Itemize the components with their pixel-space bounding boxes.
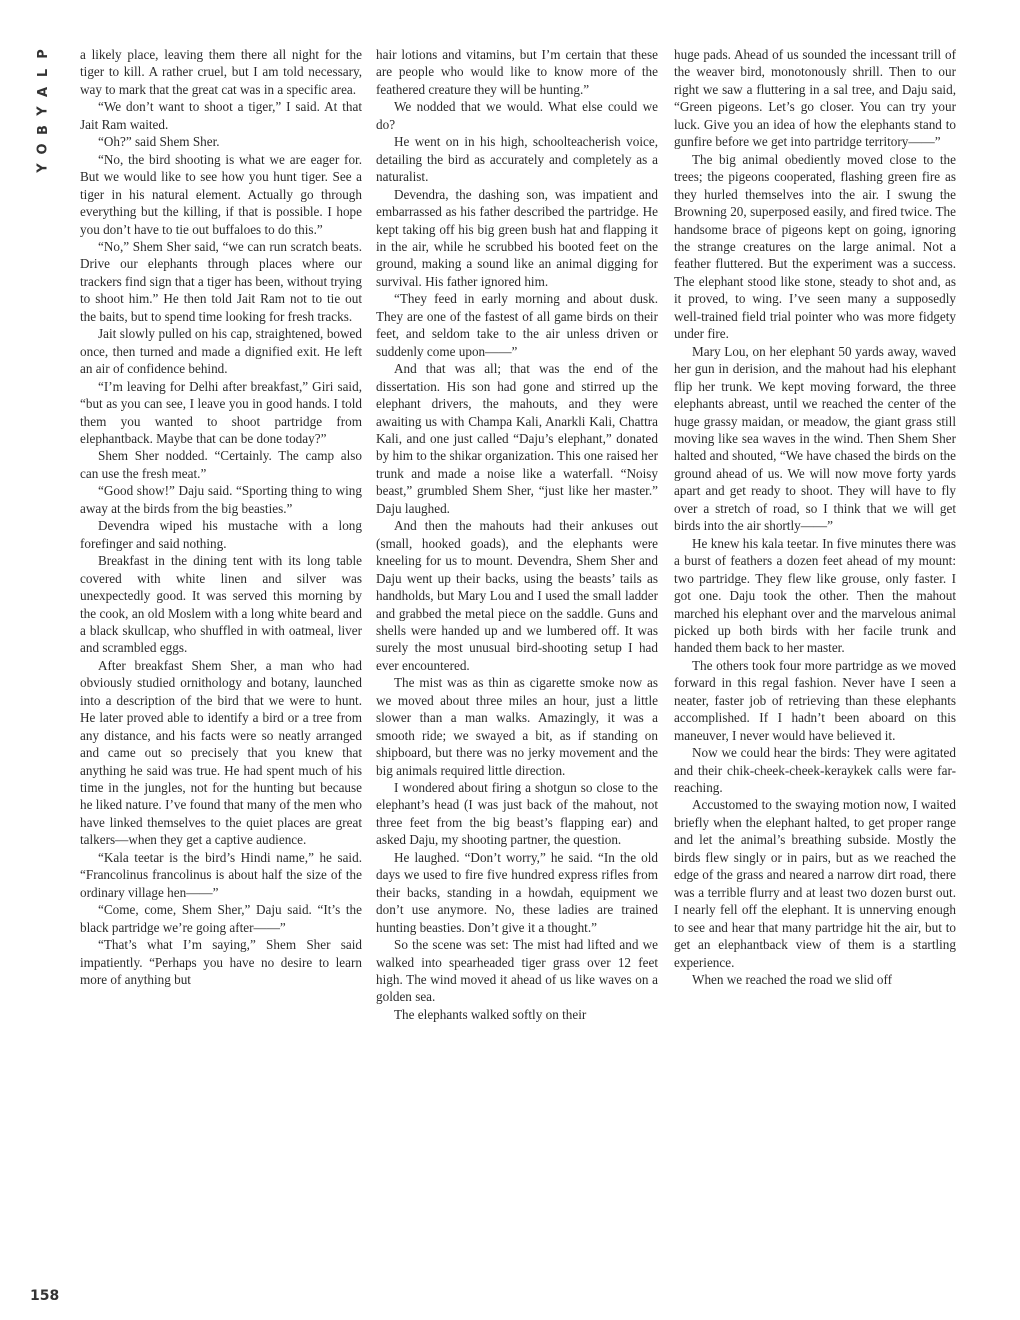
paragraph: Accustomed to the swaying motion now, I waited briefly when the elephant halted, to get proper range and let the animal’s breathing subside. Mostly the birds flew singly or in pairs, but as we reached the edge of the grass and neared a narrow dirt road, there was a terrible flurry and at least two dozen burst out. I nearly fell off the elephant. It is unnerving enough to see and hear that many partridge hit the air, but to get an elephantback view of them is a startling experience.	[674, 797, 956, 970]
paragraph: Jait slowly pulled on his cap, straightened, bowed once, then turned and made a dignified exit. He left an air of confidence behind.	[80, 326, 362, 377]
paragraph: The big animal obediently moved close to the trees; the pigeons cooperated, flashing green fire as they hurled themselves into the air. I swung the Browning 20, superposed easily, and fired twice. The handsome brace of pigeons kept on going, ignoring the strange creatures on the large animal. Not a feather fluttered. But the experiment was a success. The elephant stood like stone, steady to shot and, as it proved, to wing. I’ve seen many a supposedly well-trained field trial pointer who was more fidgety under fire.	[674, 151, 956, 342]
paragraph: After breakfast Shem Sher, a man who had obviously studied ornithology and botany, launched into a description of the bird that we were to hunt. He later proved able to identify a bird or a tree from any distance, and his facts were so neatly arranged and came out so precisely that you knew that anything he said was true. He had spent much of his time in the jungles, not for the hunting but because he liked nature. I’ve found that many of the men who have linked themselves to the quiet places are great talkers—when they get a captive audience.	[80, 657, 362, 848]
paragraph: Breakfast in the dining tent with its long table covered with white linen and silver was unexpectedly good. It was served this morning by the cook, an old Moslem with a long white beard and a black skullcap, who shuffled in with oatmeal, liver and scrambled eggs.	[80, 553, 362, 656]
paragraph: “Come, come, Shem Sher,” Daju said. “It’s the black partridge we’re going after——”	[80, 902, 362, 935]
paragraph: “We don’t want to shoot a tiger,” I said. At that Jait Ram waited.	[80, 99, 362, 132]
masthead-letter: O	[36, 143, 51, 155]
paragraph: Now we could hear the birds: They were agitated and their chik-cheek-cheek-keraykek calls were far-reaching.	[674, 745, 956, 796]
paragraph: He went on in his high, schoolteacherish voice, detailing the bird as accurately and completely as a naturalist.	[376, 134, 658, 185]
paragraph: The others took four more partridge as we moved forward in this regal fashion. Never have I seen a neater, faster job of retrieving than these elephants accomplished. If I hadn’t been aboard on this maneuver, I never would have believed it.	[674, 657, 956, 743]
text-column-1	[80, 46, 362, 988]
masthead-letter: B	[35, 125, 51, 135]
paragraph: “They feed in early morning and about dusk. They are one of the fastest of all game birds on their feet, and seldom take to the air unless driven or suddenly come upon——”	[376, 291, 658, 359]
paragraph: “Kala teetar is the bird’s Hindi name,” he said. “Francolinus francolinus is about half the size of the ordinary village hen——”	[80, 849, 362, 900]
paragraph: And that was all; that was the end of the dissertation. His son had gone and stirred up the elephant drivers, the mahouts, and they were awaiting us with Champa Kali, Anarkli Kali, Chattra Kali, and one just called “Daju’s elephant,” donated by him to the shikar organization. This one raised her trunk and made a noise like a waterfall. “Noisy beast,” grumbled Shem Sher, “just like her master.” Daju laughed.	[376, 361, 658, 516]
paragraph: a likely place, leaving them there all night for the tiger to kill. A rather cruel, but I am told necessary, way to mark that the great cat was in a specific area.	[80, 47, 362, 97]
paragraph: The elephants walked softly on their	[394, 1006, 587, 1022]
masthead-letter: A	[36, 86, 51, 98]
paragraph: “No, the bird shooting is what we are eager for. But we would like to see how you hunt tiger. See a tiger in his natural element. Actually go through everything but the killing, if that is possible. I hope you don’t have to tie out buffaloes to do this.”	[80, 151, 362, 237]
paragraph: Shem Sher nodded. “Certainly. The camp also can use the fresh meat.”	[80, 448, 362, 481]
playboy-masthead	[34, 46, 54, 179]
page-number: 158	[30, 1288, 60, 1304]
masthead-letter: L	[35, 68, 51, 78]
paragraph: huge pads. Ahead of us sounded the incessant trill of the weaver bird, monotonously shrill. Then to our right we saw a fluttering in a sal tree, and Daju said, “Green pigeons. Let’s go closer. You can try your luck. Give you an idea of how the elephants stand to gunfire before we get into partridge territory——”	[674, 47, 956, 150]
paragraph: So the scene was set: The mist had lifted and we walked into spearheaded tiger grass over 12 feet high. The wind moved it ahead of us like waves on a golden sea.	[376, 937, 658, 1005]
paragraph: Devendra, the dashing son, was impatient and embarrassed as his father described the partridge. He kept taking off his big green bush hat and flapping it in the air, while he scrubbed his booted feet on the ground, making a sound like an animal digging for survival. His father ignored him.	[376, 186, 658, 289]
paragraph: The mist was as thin as cigarette smoke now as we moved about three miles an hour, just a little slower than a man walks. Amazingly, it was a smooth ride; we swayed a bit, as if standing on shipboard, but there was no jerky movement and the big animals required little direction.	[376, 675, 658, 778]
paragraph: And then the mahouts had their ankuses out (small, hooked goads), and the elephants were kneeling for us to mount. Devendra, Shem Sher and Daju went up their backs, using the beasts’ tails as handholds, but Mary Lou and I used the small ladder and grabbed the metal piece on the saddle. Guns and shells were handed up and we lumbered off. It was surely the most unusual bird-shooting setup I had ever encountered.	[376, 518, 658, 673]
paragraph: Mary Lou, on her elephant 50 yards away, waved her gun in derision, and the mahout had his elephant flip her trunk. We kept moving forward, the three elephants abreast, until we reached the center of the huge grassy maidan, or meadow, the giant grass still moving like sea waves in the wind. Then Shem Sher halted and shouted, “We have chased the birds on the ground ahead of us. We will now move forty yards apart and get ready to shoot. They will have to fly over a stretch of road, so I think that we will get birds into the air shortly——”	[674, 343, 956, 534]
paragraph: He laughed. “Don’t worry,” he said. “In the old days we used to fire five hundred express rifles from their backs, standing in a howdah, equipment we don’t use anymore. No, these ladies are trained hunting beasties. Don’t give it a thought.”	[376, 849, 658, 935]
masthead-letter: Y	[35, 106, 51, 116]
paragraph: When we reached the road we slid off	[692, 972, 893, 988]
paragraph: Devendra wiped his mustache with a long forefinger and said nothing.	[80, 518, 362, 551]
text-column-2	[376, 46, 658, 1023]
paragraph: “Good show!” Daju said. “Sporting thing to wing away at the birds from the big beasties.”	[80, 483, 362, 516]
paragraph: I wondered about firing a shotgun so close to the elephant’s head (I was just back of the mahout, not three feet from the big beast’s flapping ear) and asked Daju, my shooting partner, the question.	[376, 780, 658, 848]
paragraph: “That’s what I’m saying,” Shem Sher said impatiently. “Perhaps you have no desire to learn more of anything but	[80, 937, 362, 988]
text-column-3	[674, 46, 956, 988]
masthead-letter: P	[36, 49, 51, 59]
paragraph: “Oh?” said Shem Sher.	[98, 134, 220, 150]
paragraph: “I’m leaving for Delhi after breakfast,” Giri said, “but as you can see, I leave you in good hands. I told them you wanted to shoot partridge from elephantback. Maybe that can be done today?”	[80, 378, 362, 446]
paragraph: hair lotions and vitamins, but I’m certain that these are people who would like to know more of the feathered creature they will be hunting.”	[376, 47, 658, 97]
paragraph: We nodded that we would. What else could we do?	[376, 99, 658, 132]
paragraph: “No,” Shem Sher said, “we can run scratch beats. Drive our elephants through places where our trackers find sign that a tiger has been, without trying to shoot him.” He then told Jait Ram not to tie out the baits, but to spend time looking for fresh tracks.	[80, 238, 362, 324]
paragraph: He knew his kala teetar. In five minutes there was a burst of feathers a dozen feet ahead of my mount: two partridge. They flew like grouse, only faster. I got one. Daju took the other. Then the mahout marched his elephant over and the marvelous animal picked up both birds with her facile trunk and handed them back to her master.	[674, 535, 956, 656]
masthead-letter: Y	[35, 163, 51, 173]
